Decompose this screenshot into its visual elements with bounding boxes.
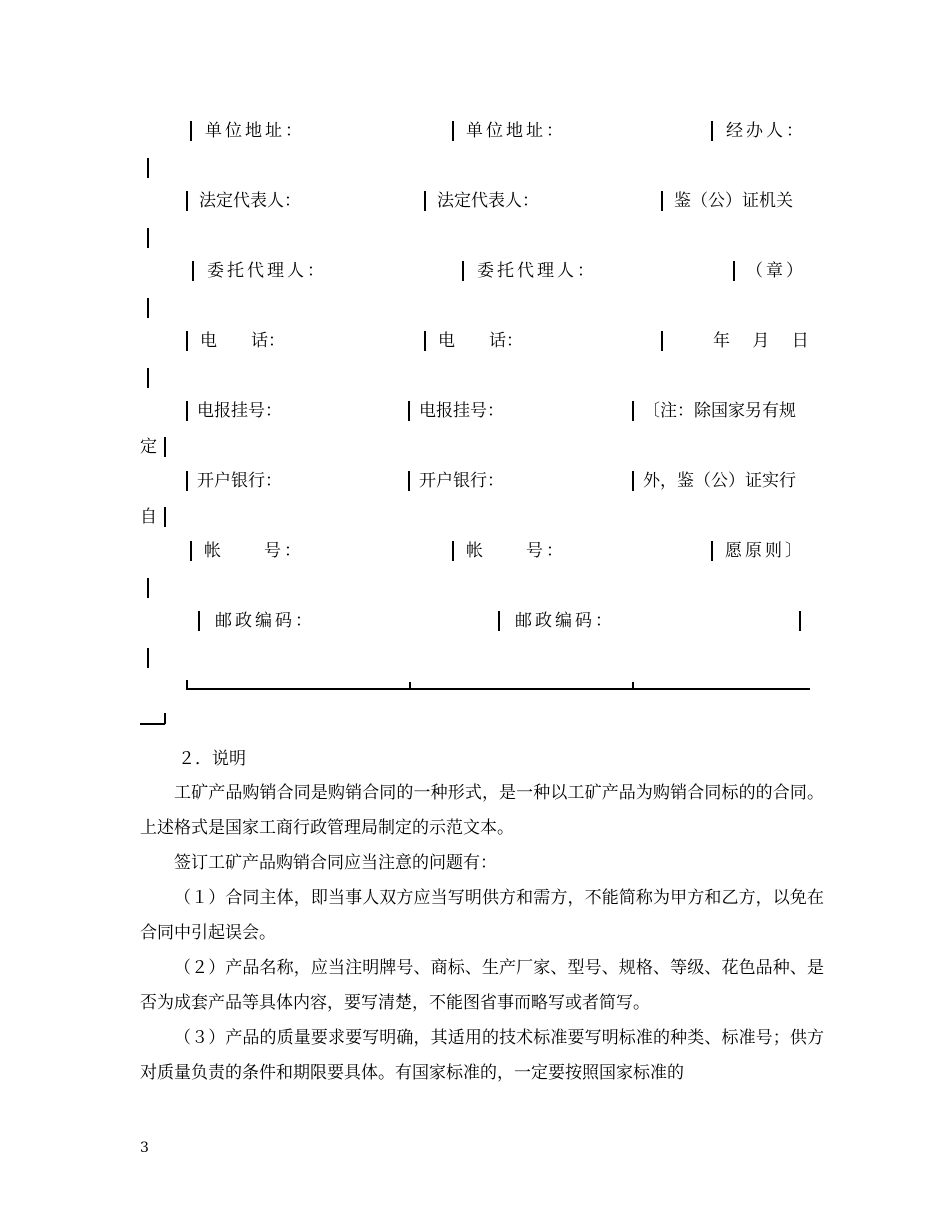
table-cell: 〔注：除国家另有规: [643, 401, 796, 421]
table-cell: 鉴（公）证机关: [674, 191, 793, 211]
body-paragraph: （２）产品名称，应当注明牌号、商标、生产厂家、型号、规格、等级、花色品种、是否为成套产品等具体内容，要写清楚，不能图省事而略写或者简写。: [140, 958, 824, 1013]
table-cell: 电报挂号：: [419, 401, 504, 421]
table-bottom-border: [186, 688, 810, 690]
table-border: [711, 121, 713, 141]
table-cell: 电报挂号：: [197, 401, 282, 421]
table-cell: 法定代表人：: [199, 191, 301, 211]
table-border: [190, 541, 192, 561]
page-number: 3: [140, 1140, 149, 1156]
body-paragraph: （３）产品的质量要求要写明确，其适用的技术标准要写明标准的种类、标准号；供方对质量负责的条件和期限要具体。有国家标准的，一定要按照国家标准的: [140, 1028, 824, 1083]
table-cell: 委托代理人：: [477, 261, 597, 281]
body-paragraph: 签订工矿产品购销合同应当注意的问题有：: [174, 853, 497, 873]
table-cell: 单位地址：: [205, 121, 305, 141]
table-cell: 开户银行：: [419, 471, 504, 491]
table-border: [452, 541, 454, 561]
table-bottom-border: [140, 723, 165, 725]
table-cell-continuation: 定: [140, 437, 157, 457]
table-cell: 电 话：: [438, 331, 523, 351]
table-cell: 委托代理人：: [207, 261, 327, 281]
table-border: [424, 191, 426, 211]
table-cell: 邮政编码：: [215, 611, 315, 631]
table-cell: 外，鉴（公）证实行: [643, 471, 796, 491]
table-border: [799, 611, 801, 631]
table-border: [192, 261, 194, 281]
table-border: [408, 471, 410, 491]
table-border: [409, 682, 411, 689]
table-border: [198, 611, 200, 631]
table-border: [164, 713, 166, 724]
table-border: [147, 298, 149, 318]
table-cell: 年 月 日: [713, 331, 809, 351]
table-border: [147, 578, 149, 598]
table-border: [164, 507, 166, 527]
table-cell: 帐 号：: [466, 541, 566, 561]
table-cell: 单位地址：: [466, 121, 566, 141]
table-border: [186, 191, 188, 211]
table-cell: 经办人：: [726, 121, 806, 141]
table-border: [408, 401, 410, 421]
table-border: [498, 611, 500, 631]
table-border: [711, 541, 713, 561]
table-border: [452, 121, 454, 141]
table-cell: 愿原则〕: [725, 541, 805, 561]
table-border: [186, 401, 188, 421]
table-border: [147, 648, 149, 668]
table-cell: 帐 号：: [204, 541, 304, 561]
table-cell-continuation: 自: [140, 507, 157, 527]
table-border: [424, 331, 426, 351]
table-cell: 开户银行：: [197, 471, 282, 491]
table-border: [190, 121, 192, 141]
table-cell: 法定代表人：: [437, 191, 539, 211]
table-cell: （章）: [746, 261, 806, 281]
table-border: [632, 401, 634, 421]
table-border: [164, 437, 166, 457]
table-border: [147, 368, 149, 388]
table-border: [186, 471, 188, 491]
section-heading: ２．说明: [178, 749, 246, 769]
table-border: [632, 471, 634, 491]
table-border: [733, 261, 735, 281]
table-border: [186, 331, 188, 351]
table-cell: 邮政编码：: [515, 611, 615, 631]
table-border: [661, 331, 663, 351]
table-border: [147, 158, 149, 178]
table-cell: 电 话：: [200, 331, 285, 351]
body-paragraph: （１）合同主体，即当事人双方应当写明供方和需方，不能简称为甲方和乙方，以免在合同中引起误会。: [140, 888, 824, 943]
table-border: [147, 228, 149, 248]
body-paragraph: 工矿产品购销合同是购销合同的一种形式，是一种以工矿产品为购销合同标的的合同。上述格式是国家工商行政管理局制定的示范文本。: [140, 783, 824, 838]
table-border: [462, 261, 464, 281]
table-border: [632, 682, 634, 689]
table-border: [661, 191, 663, 211]
